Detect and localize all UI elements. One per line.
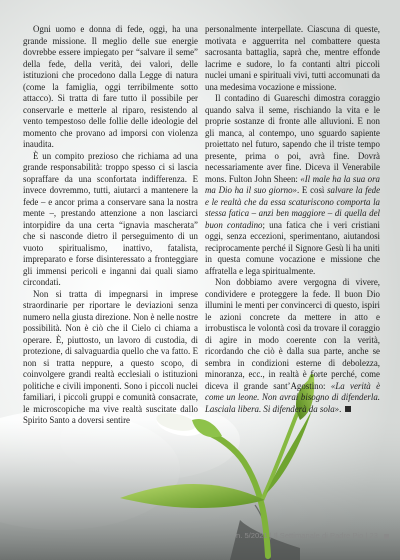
text-run: Non dobbiamo avere vergogna di vivere, condividere e proteggere la fede. Il buon Dio illumini le menti per convincerci di questo, ispiri le azioni concrete da mettere in atto e irrobustisca le volontà così da trovare il coraggio di agire in modo coerente con la verità, ricordando che ciò è dalla sua parte, anche se sembra in condizioni esterne di debolezza, minoranza, ecc., in realtà è forte perché, come diceva il grande sant’Agostino: (205, 277, 380, 391)
quote-augustine: «La verità è come un leone. Non avrai bisogno di difenderla. Lasciala libera. Si difenderà da sola» (205, 380, 381, 414)
text-run: . E così (297, 185, 328, 195)
paragraph: È un compito prezioso che richiama ad una grande responsabilità: troppo spesso ci si lascia sopraffare da una sconfortata indifferenza. E invece dovremmo, tutti, aiutarci a mantenere la fede – e ancor prima a conservare sana la nostra mente –, prestando attenzione a non lasciarci intorpidire da una certa “ignavia mascherata” che si nasconde dietro il perseguimento di un vuoto spiritualismo, inattivo, fatalista, impreparato e forse disinteressato a fronteggiare gli immensi pericoli e inganni dai quali siamo circondati. (23, 150, 198, 287)
text-run: Il contadino di Guareschi dimostra coraggio quando salva il seme, rischiando la vita e le proprie sostanze di fronte alle alluvioni. E non gli manca, al contempo, uno sguardo sapiente proiettato nel futuro, sapendo che il triste tempo presente, prima o poi, avrà fine. Dovrà necessariamente aver fine. Diceva il Venerabile mons. Fulton John Sheen: (205, 93, 380, 184)
paragraph: Non si tratta di impegnarsi in imprese straordinarie per riportare le deviazioni senza numero nella giusta direzione. Non è nelle nostre possibilità. Non è ciò che il Cielo ci chiama a operare. È, piuttosto, un lavoro di custodia, di protezione, di salvaguardia quello che va fatto. E non si tratta neppure, a questo scopo, di coinvolgere grandi realtà ecclesiali o istituzioni politiche e civili imponenti. Sono i piccoli nuclei familiari, i piccoli gruppi e comunità consacrate, le microscopiche ma vive realtà suscitate dallo Spirito Santo a doversi sentire (23, 288, 198, 425)
quote-sheen: «Il male ha la sua ora ma Dio ha il suo giorno» (205, 173, 380, 195)
text-run: . (339, 403, 342, 414)
article-left-column (23, 24, 198, 427)
paragraph-continuation: personalmente interpellate. Ciascuna di queste, motivata e agguerrita nel combattere questa sacrosanta battaglia, saprà che, mentre effonde lacrime e sudore, lo fa contanti altri piccoli nuclei umani e spirituali vivi, tutti accomunati da una medesima vocazione e missione. (205, 24, 380, 92)
paragraph (205, 277, 380, 415)
footer-text: n. 5/2021 | Il Settimanale di Padre Pio | 23 (236, 531, 378, 540)
article-right-column (205, 24, 380, 415)
text-run: ; una fatica che i veri cristiani oggi, senza eccezioni, sperimentano, aiutandosi reciprocamente perché il Signore Gesù li ha uniti in questa comune vocazione e missione che affratella e lega spiritualmente. (205, 219, 381, 276)
paragraph (205, 93, 380, 277)
end-of-article-mark (345, 406, 351, 412)
emphasized-text: salvare la fede e le realtà che da essa scaturiscono comporta la stessa fatica – anzi ben maggiore – di quella del buon contadino (205, 185, 381, 230)
paragraph: Ogni uomo e donna di fede, oggi, ha una grande missione. Il meglio delle sue energie dovrebbe essere impiegato per “salvare il seme” della fede, della verità, dei valori, delle istituzioni che procedono dalla Legge di natura (come la famiglia, oggi terribilmente sotto attacco). Si tratta di fare tutto il possibile per conservarle e metterle al riparo, resistendo al vento tempestoso delle follie delle ideologie del momento che provano ad imporsi con violenza inaudita. (23, 24, 198, 149)
page-footer (236, 531, 389, 540)
footer-square-icon (384, 534, 389, 539)
